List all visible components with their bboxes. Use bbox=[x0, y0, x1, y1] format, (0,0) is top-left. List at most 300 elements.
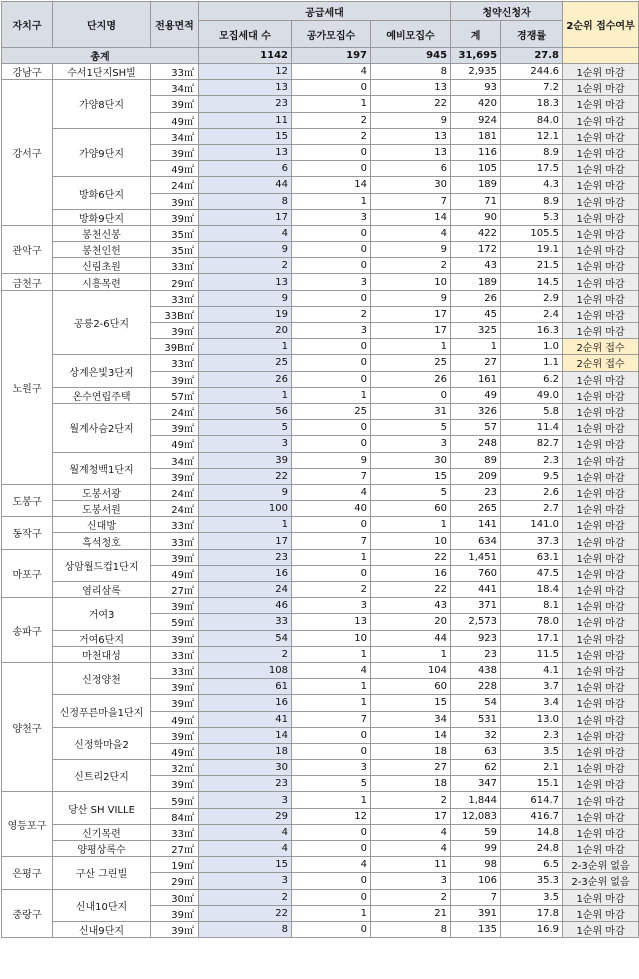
applicants-cell: 135 bbox=[451, 921, 501, 937]
status-cell: 1순위 마감 bbox=[563, 679, 639, 695]
joint-cell: 0 bbox=[292, 371, 371, 387]
area-cell: 33㎡ bbox=[151, 533, 199, 549]
header-district: 자치구 bbox=[2, 2, 53, 48]
ratio-cell: 9.5 bbox=[501, 468, 563, 484]
reserve-cell: 17 bbox=[371, 808, 451, 824]
complex-cell: 월계청백1단지 bbox=[53, 452, 151, 484]
status-cell: 1순위 마감 bbox=[563, 695, 639, 711]
header-recruit: 모집세대 수 bbox=[199, 21, 292, 48]
recruit-cell: 24 bbox=[199, 582, 292, 598]
area-cell: 29㎡ bbox=[151, 274, 199, 290]
area-cell: 33㎡ bbox=[151, 64, 199, 80]
applicants-cell: 98 bbox=[451, 857, 501, 873]
area-cell: 49㎡ bbox=[151, 565, 199, 581]
applicants-cell: 420 bbox=[451, 96, 501, 112]
applicants-cell: 1,844 bbox=[451, 792, 501, 808]
applicants-cell: 116 bbox=[451, 144, 501, 160]
recruit-cell: 11 bbox=[199, 112, 292, 128]
applicants-cell: 90 bbox=[451, 209, 501, 225]
ratio-cell: 2.3 bbox=[501, 452, 563, 468]
table-row bbox=[2, 824, 639, 840]
area-cell: 33㎡ bbox=[151, 290, 199, 306]
reserve-cell: 9 bbox=[371, 242, 451, 258]
ratio-cell: 614.7 bbox=[501, 792, 563, 808]
recruit-cell: 2 bbox=[199, 646, 292, 662]
recruit-cell: 15 bbox=[199, 128, 292, 144]
ratio-cell: 63.1 bbox=[501, 549, 563, 565]
joint-cell: 3 bbox=[292, 209, 371, 225]
applicants-cell: 265 bbox=[451, 501, 501, 517]
status-cell: 1순위 마감 bbox=[563, 727, 639, 743]
table-row bbox=[2, 630, 639, 646]
status-cell: 1순위 마감 bbox=[563, 533, 639, 549]
joint-cell: 25 bbox=[292, 403, 371, 419]
reserve-cell: 2 bbox=[371, 258, 451, 274]
complex-cell: 방화6단지 bbox=[53, 177, 151, 209]
recruit-cell: 23 bbox=[199, 776, 292, 792]
applicants-cell: 54 bbox=[451, 695, 501, 711]
status-cell: 1순위 마감 bbox=[563, 64, 639, 80]
area-cell: 39㎡ bbox=[151, 323, 199, 339]
applicants-cell: 99 bbox=[451, 841, 501, 857]
status-cell: 1순위 마감 bbox=[563, 371, 639, 387]
joint-cell: 0 bbox=[292, 743, 371, 759]
status-cell: 1순위 마감 bbox=[563, 549, 639, 565]
reserve-cell: 15 bbox=[371, 695, 451, 711]
recruit-cell: 4 bbox=[199, 824, 292, 840]
joint-cell: 10 bbox=[292, 630, 371, 646]
joint-cell: 4 bbox=[292, 662, 371, 678]
reserve-cell: 22 bbox=[371, 582, 451, 598]
recruit-cell: 14 bbox=[199, 727, 292, 743]
status-cell: 1순위 마감 bbox=[563, 598, 639, 614]
joint-cell: 1 bbox=[292, 193, 371, 209]
recruit-cell: 1 bbox=[199, 339, 292, 355]
joint-cell: 4 bbox=[292, 484, 371, 500]
area-cell: 39㎡ bbox=[151, 209, 199, 225]
status-cell: 1순위 마감 bbox=[563, 905, 639, 921]
complex-cell: 신기목련 bbox=[53, 824, 151, 840]
joint-cell: 0 bbox=[292, 144, 371, 160]
reserve-cell: 11 bbox=[371, 857, 451, 873]
status-cell: 1순위 마감 bbox=[563, 112, 639, 128]
ratio-cell: 8.9 bbox=[501, 144, 563, 160]
joint-cell: 0 bbox=[292, 436, 371, 452]
ratio-cell: 2.4 bbox=[501, 306, 563, 322]
recruit-cell: 3 bbox=[199, 792, 292, 808]
recruit-cell: 108 bbox=[199, 662, 292, 678]
applicants-cell: 924 bbox=[451, 112, 501, 128]
ratio-cell: 13.0 bbox=[501, 711, 563, 727]
status-cell: 1순위 마감 bbox=[563, 614, 639, 630]
reserve-cell: 3 bbox=[371, 436, 451, 452]
reserve-cell: 34 bbox=[371, 711, 451, 727]
reserve-cell: 6 bbox=[371, 161, 451, 177]
reserve-cell: 4 bbox=[371, 824, 451, 840]
reserve-cell: 14 bbox=[371, 727, 451, 743]
recruit-cell: 15 bbox=[199, 857, 292, 873]
area-cell: 84㎡ bbox=[151, 808, 199, 824]
ratio-cell: 2.6 bbox=[501, 484, 563, 500]
applicants-cell: 161 bbox=[451, 371, 501, 387]
complex-cell: 도봉서광 bbox=[53, 484, 151, 500]
applicants-cell: 172 bbox=[451, 242, 501, 258]
complex-cell: 상암월드컵1단지 bbox=[53, 549, 151, 581]
complex-cell: 신내9단지 bbox=[53, 921, 151, 937]
joint-cell: 1 bbox=[292, 905, 371, 921]
status-cell: 1순위 마감 bbox=[563, 582, 639, 598]
joint-cell: 0 bbox=[292, 258, 371, 274]
complex-cell: 신내10단지 bbox=[53, 889, 151, 921]
reserve-cell: 18 bbox=[371, 743, 451, 759]
reserve-cell: 1 bbox=[371, 517, 451, 533]
ratio-cell: 17.5 bbox=[501, 161, 563, 177]
area-cell: 49㎡ bbox=[151, 743, 199, 759]
recruit-cell: 4 bbox=[199, 225, 292, 241]
total-status bbox=[563, 48, 639, 64]
status-cell: 1순위 마감 bbox=[563, 242, 639, 258]
reserve-cell: 25 bbox=[371, 355, 451, 371]
table-row bbox=[2, 258, 639, 274]
reserve-cell: 17 bbox=[371, 306, 451, 322]
ratio-cell: 4.1 bbox=[501, 662, 563, 678]
complex-cell: 흑석청호 bbox=[53, 533, 151, 549]
area-cell: 33B㎡ bbox=[151, 306, 199, 322]
area-cell: 27㎡ bbox=[151, 582, 199, 598]
joint-cell: 0 bbox=[292, 225, 371, 241]
area-cell: 33㎡ bbox=[151, 355, 199, 371]
complex-cell: 수서1단지SH빌 bbox=[53, 64, 151, 80]
applicants-cell: 1 bbox=[451, 339, 501, 355]
status-cell: 1순위 마감 bbox=[563, 760, 639, 776]
recruit-cell: 9 bbox=[199, 484, 292, 500]
status-cell: 1순위 마감 bbox=[563, 662, 639, 678]
recruit-cell: 30 bbox=[199, 760, 292, 776]
status-cell: 1순위 마감 bbox=[563, 484, 639, 500]
area-cell: 24㎡ bbox=[151, 403, 199, 419]
header-reserve: 예비모집수 bbox=[371, 21, 451, 48]
header-joint: 공가모집수 bbox=[292, 21, 371, 48]
joint-cell: 0 bbox=[292, 355, 371, 371]
ratio-cell: 24.8 bbox=[501, 841, 563, 857]
area-cell: 39㎡ bbox=[151, 695, 199, 711]
reserve-cell: 10 bbox=[371, 533, 451, 549]
total-reserve: 945 bbox=[371, 48, 451, 64]
recruit-cell: 9 bbox=[199, 290, 292, 306]
status-cell: 1순위 마감 bbox=[563, 711, 639, 727]
status-cell: 2순위 접수 bbox=[563, 339, 639, 355]
complex-cell: 방화9단지 bbox=[53, 209, 151, 225]
total-joint: 197 bbox=[292, 48, 371, 64]
status-cell: 1순위 마감 bbox=[563, 921, 639, 937]
ratio-cell: 14.5 bbox=[501, 274, 563, 290]
complex-cell: 신정푸른마을1단지 bbox=[53, 695, 151, 727]
area-cell: 39㎡ bbox=[151, 905, 199, 921]
area-cell: 39㎡ bbox=[151, 679, 199, 695]
table-row bbox=[2, 225, 639, 241]
area-cell: 33㎡ bbox=[151, 258, 199, 274]
ratio-cell: 16.9 bbox=[501, 921, 563, 937]
area-cell: 35㎡ bbox=[151, 225, 199, 241]
reserve-cell: 15 bbox=[371, 468, 451, 484]
reserve-cell: 43 bbox=[371, 598, 451, 614]
reserve-cell: 22 bbox=[371, 96, 451, 112]
joint-cell: 13 bbox=[292, 614, 371, 630]
applicants-cell: 45 bbox=[451, 306, 501, 322]
complex-cell: 염리삼록 bbox=[53, 582, 151, 598]
table-row bbox=[2, 695, 639, 711]
complex-cell: 가양9단지 bbox=[53, 128, 151, 177]
header-ratio: 경쟁률 bbox=[501, 21, 563, 48]
area-cell: 39㎡ bbox=[151, 727, 199, 743]
joint-cell: 1 bbox=[292, 792, 371, 808]
area-cell: 39㎡ bbox=[151, 921, 199, 937]
ratio-cell: 8.1 bbox=[501, 598, 563, 614]
reserve-cell: 21 bbox=[371, 905, 451, 921]
ratio-cell: 2.7 bbox=[501, 501, 563, 517]
recruit-cell: 17 bbox=[199, 533, 292, 549]
applicants-cell: 43 bbox=[451, 258, 501, 274]
applicants-cell: 422 bbox=[451, 225, 501, 241]
joint-cell: 4 bbox=[292, 857, 371, 873]
area-cell: 39㎡ bbox=[151, 96, 199, 112]
table-row bbox=[2, 727, 639, 743]
recruit-cell: 23 bbox=[199, 96, 292, 112]
status-cell: 1순위 마감 bbox=[563, 889, 639, 905]
joint-cell: 0 bbox=[292, 565, 371, 581]
recruit-cell: 22 bbox=[199, 905, 292, 921]
status-cell: 2-3순위 없음 bbox=[563, 873, 639, 889]
recruit-cell: 26 bbox=[199, 371, 292, 387]
complex-cell: 양평상록수 bbox=[53, 841, 151, 857]
ratio-cell: 84.0 bbox=[501, 112, 563, 128]
applicants-cell: 7 bbox=[451, 889, 501, 905]
applicants-cell: 228 bbox=[451, 679, 501, 695]
joint-cell: 0 bbox=[292, 420, 371, 436]
ratio-cell: 416.7 bbox=[501, 808, 563, 824]
recruit-cell: 17 bbox=[199, 209, 292, 225]
district-cell: 은평구 bbox=[2, 857, 53, 889]
ratio-cell: 2.9 bbox=[501, 290, 563, 306]
applicants-cell: 2,573 bbox=[451, 614, 501, 630]
district-cell: 강서구 bbox=[2, 80, 53, 226]
joint-cell: 14 bbox=[292, 177, 371, 193]
applicants-cell: 57 bbox=[451, 420, 501, 436]
joint-cell: 5 bbox=[292, 776, 371, 792]
complex-cell: 신림초원 bbox=[53, 258, 151, 274]
ratio-cell: 11.5 bbox=[501, 646, 563, 662]
applicants-cell: 62 bbox=[451, 760, 501, 776]
status-cell: 1순위 마감 bbox=[563, 646, 639, 662]
total-ratio: 27.8 bbox=[501, 48, 563, 64]
area-cell: 39B㎡ bbox=[151, 339, 199, 355]
recruit-cell: 56 bbox=[199, 403, 292, 419]
status-cell: 1순위 마감 bbox=[563, 436, 639, 452]
joint-cell: 0 bbox=[292, 889, 371, 905]
complex-cell: 월계사슴2단지 bbox=[53, 403, 151, 452]
recruit-cell: 1 bbox=[199, 517, 292, 533]
applicants-cell: 49 bbox=[451, 387, 501, 403]
area-cell: 39㎡ bbox=[151, 144, 199, 160]
joint-cell: 0 bbox=[292, 727, 371, 743]
joint-cell: 2 bbox=[292, 582, 371, 598]
ratio-cell: 14.8 bbox=[501, 824, 563, 840]
complex-cell: 온수연립주택 bbox=[53, 387, 151, 403]
status-cell: 1순위 마감 bbox=[563, 387, 639, 403]
status-cell: 1순위 마감 bbox=[563, 776, 639, 792]
recruit-cell: 16 bbox=[199, 565, 292, 581]
district-cell: 송파구 bbox=[2, 598, 53, 663]
area-cell: 24㎡ bbox=[151, 484, 199, 500]
recruit-cell: 6 bbox=[199, 161, 292, 177]
recruit-cell: 13 bbox=[199, 80, 292, 96]
ratio-cell: 2.3 bbox=[501, 727, 563, 743]
area-cell: 49㎡ bbox=[151, 436, 199, 452]
recruit-cell: 1 bbox=[199, 387, 292, 403]
table-row bbox=[2, 598, 639, 614]
area-cell: 49㎡ bbox=[151, 711, 199, 727]
status-cell: 1순위 마감 bbox=[563, 274, 639, 290]
table-row bbox=[2, 857, 639, 873]
table-row bbox=[2, 792, 639, 808]
district-cell: 영등포구 bbox=[2, 792, 53, 857]
recruit-cell: 33 bbox=[199, 614, 292, 630]
area-cell: 33㎡ bbox=[151, 646, 199, 662]
complex-cell: 신대방 bbox=[53, 517, 151, 533]
ratio-cell: 21.5 bbox=[501, 258, 563, 274]
table-row bbox=[2, 549, 639, 565]
reserve-cell: 22 bbox=[371, 549, 451, 565]
complex-cell: 마천대성 bbox=[53, 646, 151, 662]
complex-cell: 봉천인헌 bbox=[53, 242, 151, 258]
area-cell: 34㎡ bbox=[151, 80, 199, 96]
reserve-cell: 60 bbox=[371, 679, 451, 695]
status-cell: 1순위 마감 bbox=[563, 96, 639, 112]
recruit-cell: 9 bbox=[199, 242, 292, 258]
recruit-cell: 13 bbox=[199, 144, 292, 160]
status-cell: 1순위 마감 bbox=[563, 161, 639, 177]
reserve-cell: 13 bbox=[371, 128, 451, 144]
recruit-cell: 3 bbox=[199, 873, 292, 889]
ratio-cell: 3.5 bbox=[501, 889, 563, 905]
table-row bbox=[2, 290, 639, 306]
joint-cell: 7 bbox=[292, 468, 371, 484]
recruit-cell: 12 bbox=[199, 64, 292, 80]
status-cell: 1순위 마감 bbox=[563, 258, 639, 274]
applicants-cell: 371 bbox=[451, 598, 501, 614]
applicants-cell: 71 bbox=[451, 193, 501, 209]
reserve-cell: 13 bbox=[371, 144, 451, 160]
applicants-cell: 189 bbox=[451, 274, 501, 290]
complex-cell: 상계은빛3단지 bbox=[53, 355, 151, 387]
ratio-cell: 18.4 bbox=[501, 582, 563, 598]
reserve-cell: 60 bbox=[371, 501, 451, 517]
table-row bbox=[2, 841, 639, 857]
applicants-cell: 23 bbox=[451, 484, 501, 500]
district-cell: 금천구 bbox=[2, 274, 53, 290]
applicants-cell: 326 bbox=[451, 403, 501, 419]
joint-cell: 9 bbox=[292, 452, 371, 468]
ratio-cell: 2.1 bbox=[501, 760, 563, 776]
applicants-cell: 12,083 bbox=[451, 808, 501, 824]
status-cell: 1순위 마감 bbox=[563, 225, 639, 241]
header-complex: 단지명 bbox=[53, 2, 151, 48]
reserve-cell: 2 bbox=[371, 889, 451, 905]
recruit-cell: 2 bbox=[199, 258, 292, 274]
table-row bbox=[2, 582, 639, 598]
recruit-cell: 4 bbox=[199, 841, 292, 857]
ratio-cell: 16.3 bbox=[501, 323, 563, 339]
recruit-cell: 25 bbox=[199, 355, 292, 371]
district-cell: 도봉구 bbox=[2, 484, 53, 516]
reserve-cell: 9 bbox=[371, 112, 451, 128]
applicants-cell: 32 bbox=[451, 727, 501, 743]
joint-cell: 1 bbox=[292, 549, 371, 565]
district-cell: 강남구 bbox=[2, 64, 53, 80]
status-cell: 1순위 마감 bbox=[563, 403, 639, 419]
joint-cell: 40 bbox=[292, 501, 371, 517]
applicants-cell: 391 bbox=[451, 905, 501, 921]
status-cell: 1순위 마감 bbox=[563, 128, 639, 144]
ratio-cell: 244.6 bbox=[501, 64, 563, 80]
ratio-cell: 12.1 bbox=[501, 128, 563, 144]
ratio-cell: 8.9 bbox=[501, 193, 563, 209]
district-cell: 양천구 bbox=[2, 662, 53, 792]
joint-cell: 0 bbox=[292, 339, 371, 355]
table-row bbox=[2, 80, 639, 96]
table-row bbox=[2, 501, 639, 517]
area-cell: 39㎡ bbox=[151, 193, 199, 209]
header-supply-group: 공급세대 bbox=[199, 2, 451, 21]
ratio-cell: 82.7 bbox=[501, 436, 563, 452]
table-row bbox=[2, 662, 639, 678]
status-cell: 1순위 마감 bbox=[563, 306, 639, 322]
reserve-cell: 18 bbox=[371, 776, 451, 792]
reserve-cell: 31 bbox=[371, 403, 451, 419]
area-cell: 34㎡ bbox=[151, 128, 199, 144]
table-row bbox=[2, 128, 639, 144]
applicants-cell: 1,451 bbox=[451, 549, 501, 565]
header-area: 전용면적 bbox=[151, 2, 199, 48]
area-cell: 39㎡ bbox=[151, 549, 199, 565]
status-cell: 1순위 마감 bbox=[563, 743, 639, 759]
area-cell: 59㎡ bbox=[151, 614, 199, 630]
area-cell: 19㎡ bbox=[151, 857, 199, 873]
recruit-cell: 16 bbox=[199, 695, 292, 711]
reserve-cell: 5 bbox=[371, 420, 451, 436]
reserve-cell: 2 bbox=[371, 792, 451, 808]
recruit-cell: 2 bbox=[199, 889, 292, 905]
table-body bbox=[2, 48, 639, 938]
complex-cell: 도봉서원 bbox=[53, 501, 151, 517]
total-label: 총계 bbox=[2, 48, 199, 64]
complex-cell: 신정학마을2 bbox=[53, 727, 151, 759]
reserve-cell: 27 bbox=[371, 760, 451, 776]
applicants-cell: 105 bbox=[451, 161, 501, 177]
table-row bbox=[2, 64, 639, 80]
status-cell: 1순위 마감 bbox=[563, 420, 639, 436]
applicants-cell: 63 bbox=[451, 743, 501, 759]
recruit-cell: 44 bbox=[199, 177, 292, 193]
status-cell: 1순위 마감 bbox=[563, 144, 639, 160]
area-cell: 34㎡ bbox=[151, 452, 199, 468]
area-cell: 39㎡ bbox=[151, 598, 199, 614]
joint-cell: 2 bbox=[292, 128, 371, 144]
applicants-cell: 347 bbox=[451, 776, 501, 792]
applicants-cell: 209 bbox=[451, 468, 501, 484]
recruit-cell: 23 bbox=[199, 549, 292, 565]
recruit-cell: 20 bbox=[199, 323, 292, 339]
